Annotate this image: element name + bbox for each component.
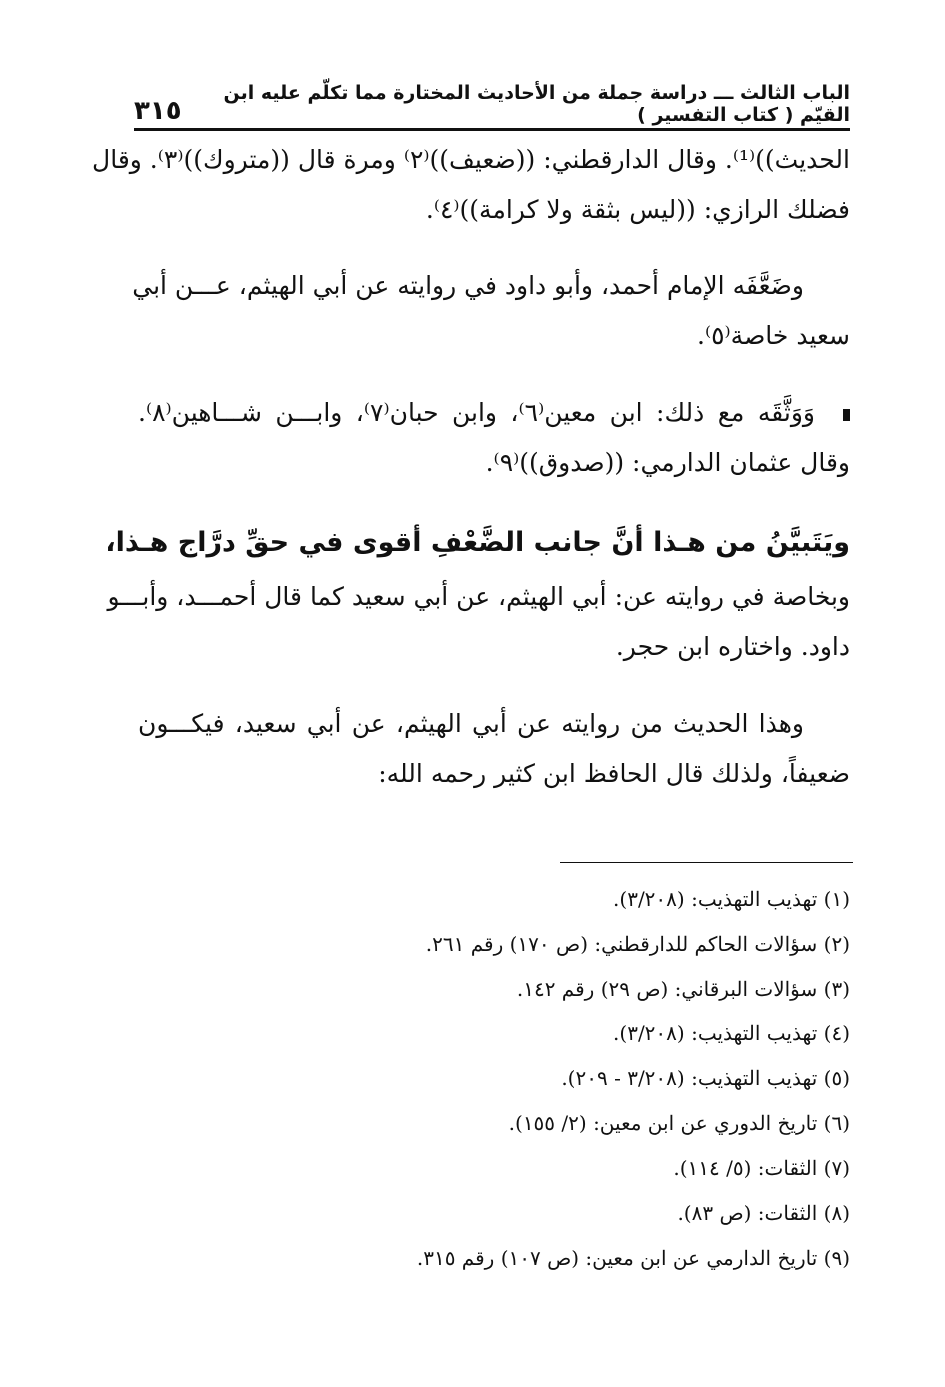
bullet-marker <box>843 409 850 421</box>
chapter-title: الباب الثالث ـــ دراسة جملة من الأحاديث المختارة مما تكلّم عليه ابن القيّم ( كتاب التفسير ) <box>223 82 850 126</box>
paragraph-2-line-1: وضَعَّفَه الإمام أحمد، وأبو داود في روايته عن أبي الهيثم، عـــن أبي <box>132 271 804 300</box>
footnote-3: (٣) سؤالات البرقاني: (ص ٢٩) رقم ١٤٢. <box>516 977 850 1001</box>
page-number: ٣١٥ <box>134 96 182 126</box>
header-rule <box>134 128 850 131</box>
paragraph-4-line-2: داود. واختاره ابن حجر. <box>615 632 850 661</box>
footnote-5: (٥) تهذيب التهذيب: (٣/٢٠٨ - ٢٠٩). <box>561 1066 850 1090</box>
paragraph-2-line-2: سعيد خاصة⁽٥⁾. <box>697 321 850 350</box>
running-header <box>134 82 850 126</box>
paragraph-4-line-1: وبخاصة في روايته عن: أبي الهيثم، عن أبي سعيد كما قال أحمـــد، وأبـــو <box>107 582 850 611</box>
paragraph-1-line-2: فضلك الرازي: ((ليس بثقة ولا كرامة))⁽٤⁾. <box>425 195 850 224</box>
footnote-9: (٩) تاريخ الدارمي عن ابن معين: (ص ١٠٧) رقم ٣١٥. <box>416 1246 850 1270</box>
bold-conclusion-heading: ويَتَبيَّنُ من هـذا أنَّ جانب الضَّعْفِ أقوى في حقِّ درَّاج هـذا، <box>105 527 850 558</box>
footnote-2: (٢) سؤالات الحاكم للدارقطني: (ص ١٧٠) رقم ٢٦١. <box>425 932 850 956</box>
footnote-8: (٨) الثقات: (ص ٨٣). <box>677 1201 850 1225</box>
paragraph-3-line-2: وقال عثمان الدارمي: ((صدوق))⁽٩⁾. <box>485 448 850 477</box>
footnote-7: (٧) الثقات: (٥/ ١١٤). <box>673 1156 850 1180</box>
paragraph-5-line-1: وهذا الحديث من روايته عن أبي الهيثم، عن أبي سعيد، فيكـــون <box>138 709 804 738</box>
paragraph-3-line-1 <box>138 393 850 433</box>
paragraph-1-line-1: الحديث))⁽¹⁾. وقال الدارقطني: ((ضعيف))⁽٢⁾ ومرة قال ((متروك))⁽٣⁾. وقال <box>92 145 850 174</box>
paragraph-5-line-2: ضعيفاً، ولذلك قال الحافظ ابن كثير رحمه الله: <box>378 759 850 788</box>
footnote-4: (٤) تهذيب التهذيب: (٣/٢٠٨). <box>613 1021 850 1045</box>
paragraph-3-line-1-text: وَوَثَّقَه مع ذلك: ابن معين⁽٦⁾، وابن حبان⁽٧⁾، وابـــن شـــاهين⁽٨⁾. <box>138 398 815 427</box>
footnote-1: (١) تهذيب التهذيب: (٣/٢٠٨). <box>613 887 850 911</box>
footnote-6: (٦) تاريخ الدوري عن ابن معين: (٢/ ١٥٥). <box>508 1111 850 1135</box>
footnote-separator <box>560 862 853 863</box>
